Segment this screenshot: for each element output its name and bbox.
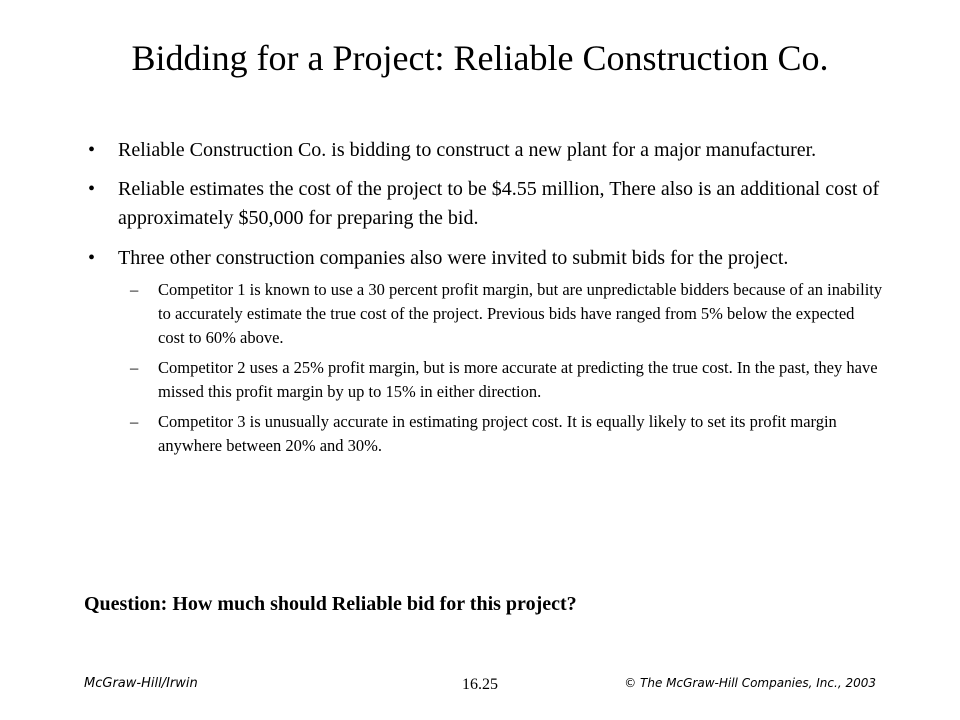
- sub-bullet-text: Competitor 3 is unusually accurate in estimating project cost. It is equally likely to set its profit margin anywhere between 20% and 30%.: [158, 412, 837, 455]
- bullet-text: Three other construction companies also were invited to submit bids for the project.: [118, 247, 789, 269]
- sub-bullet-marker: –: [130, 358, 139, 377]
- footer-slide-number: 16.25: [462, 676, 498, 693]
- bullet-list: [84, 136, 884, 458]
- footer-copyright: © The McGraw-Hill Companies, Inc., 2003: [624, 676, 876, 690]
- slide-title: Bidding for a Project: Reliable Construction Co.: [131, 38, 829, 78]
- sub-bullet-text: Competitor 2 uses a 25% profit margin, but is more accurate at predicting the true cost. In the past, they have missed this profit margin by up to 15% in either direction.: [158, 358, 878, 401]
- sub-bullet-marker: –: [130, 412, 139, 431]
- bullet-marker: •: [88, 247, 96, 269]
- footer-publisher: McGraw-Hill/Irwin: [84, 676, 198, 691]
- bullet-item-1: [84, 136, 884, 165]
- bullet-text: Reliable estimates the cost of the project to be $4.55 million, There also is an additional cost of approximately $50,000 for preparing the bid.: [118, 178, 880, 229]
- bullet-marker: •: [88, 178, 96, 200]
- bullet-marker: •: [88, 139, 96, 161]
- sub-bullet-text: Competitor 1 is known to use a 30 percent profit margin, but are unpredictable bidders because of an inability to accurately estimate the true cost of the project. Previous bids have ranged from 5% below the expected cost to 60% above.: [158, 280, 883, 347]
- sub-bullet-competitor-2: [130, 356, 884, 404]
- sub-bullet-marker: –: [130, 280, 139, 299]
- sub-bullet-competitor-3: [130, 410, 884, 458]
- question-text: Question: How much should Reliable bid for this project?: [84, 593, 577, 615]
- sub-bullet-list: [84, 278, 884, 458]
- bullet-text: Reliable Construction Co. is bidding to construct a new plant for a major manufacturer.: [118, 139, 817, 161]
- sub-bullet-competitor-1: [130, 278, 884, 350]
- bullet-item-3: [84, 244, 884, 273]
- bullet-item-2: [84, 175, 884, 233]
